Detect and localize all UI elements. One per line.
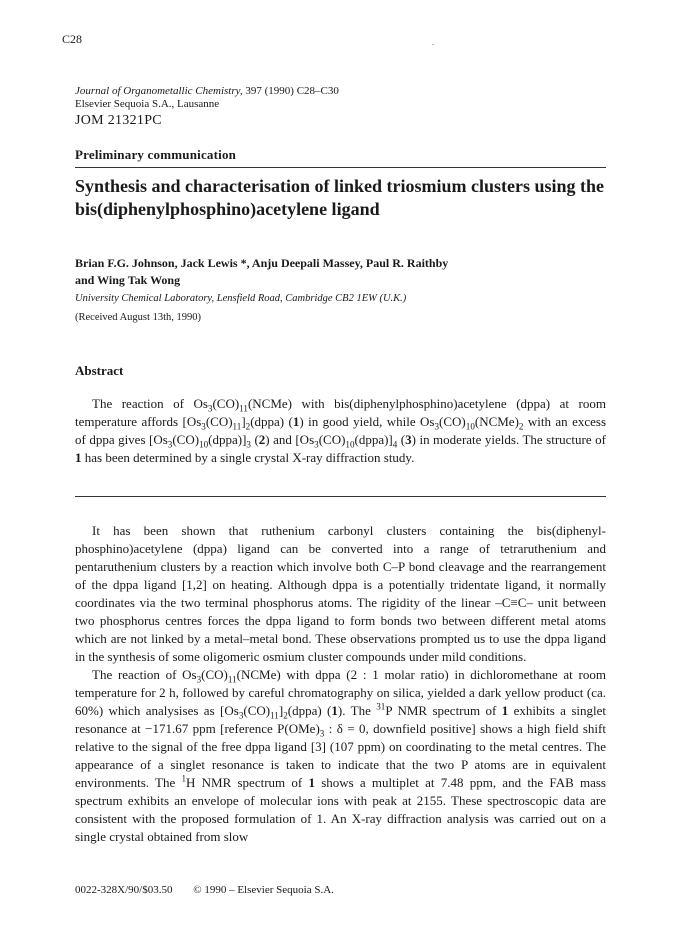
article-title: Synthesis and characterisation of linked triosmium clusters using the bis(diphenylphosphino)acetylene ligand — [75, 176, 605, 219]
section-label: Preliminary communication — [75, 147, 237, 162]
page-number: C28 — [62, 32, 83, 46]
abstract-rule — [75, 496, 606, 497]
footer-copyright: © 1990 – Elsevier Sequoia S.A. — [193, 884, 334, 896]
author-line-1: Brian F.G. Johnson, Jack Lewis *, Anju Deepali Massey, Paul R. Raithby — [75, 256, 449, 270]
footer-code: 0022-328X/90/$03.50 — [75, 884, 173, 896]
journal-name: Journal of Organometallic Chemistry, — [75, 85, 243, 97]
footer — [75, 884, 352, 896]
body-text: It has been shown that ruthenium carbonyl clusters containing the bis(diphenylphosphino)acetylene (dppa) ligand can be converted into a range of tetraruthenium and pentaruthenium clusters by a reaction which involve both C–P bond cleavage and the rearrangement of the dppa ligand [1,2] on heating. Although dppa is a potentially tridentate ligand, it normally coordinates via the two terminal phosphorus atoms. The rigidity of the linear –C≡C– unit between two phosphorus centres forces the dppa ligand to form bonds two between different metal atoms which are not linked by a metal–metal bond. These observations prompted us to use the dppa ligand in the synthesis of some oligomeric osmium cluster compounds under mild conditions. The reaction of $Os_3(CO)_{11}(NCMe)$ with dppa (2 : 1 molar ratio) in dichloromethane at room temperature for 2 h, followed by careful chromatography on silica, yielded a dark yellow product (ca. 60%) which analysises as $[Os_3(CO)_{11}]_2(dppa)$ (1). The $^{31}$P NMR spectrum of 1 exhibits a singlet resonance at −171.67 ppm [reference $P(OMe)_3$ : δ = 0, downfield positive] shows a high field shift relative to the signal of the free dppa ligand [3] (107 ppm) on coordinating to the metal centres. The appearance of a singlet resonance is taken to indicate that the two P atoms are in equivalent environments. The $^1$H NMR spectrum of 1 shows a multiplet at 7.48 ppm, and the FAB mass spectrum exhibits an envelope of molecular ions with peak at 2155. These spectroscopic data are consistent with the proposed formulation of 1. An X-ray diffraction analysis was carried out on a single crystal obtained from slow — [75, 523, 606, 844]
journal-volume: 397 (1990) C28–C30 — [245, 85, 339, 97]
journal-citation — [75, 85, 339, 98]
abstract-heading: Abstract — [75, 363, 124, 378]
title-rule — [75, 167, 606, 168]
abstract-text: The reaction of $Os_3(CO)_{11}(NCMe)$ with bis(diphenylphosphino)acetylene (dppa) at room temperature affords $[Os_3(CO)_{11}]_2(dppa)$ (1) in good yield, while $Os_3(CO)_{10}(NCMe)_2$ with an excess of dppa gives $[Os_3(CO)_{10}(dppa)]_3$ (2) and $[Os_3(CO)_{10}(dppa)]_4$ (3) in moderate yields. The structure of 1 has been determined by a single crystal X-ray diffraction study. — [75, 396, 607, 465]
author-line-2: and Wing Tak Wong — [75, 273, 181, 287]
affiliation: University Chemical Laboratory, Lensfield Road, Cambridge CB2 1EW (U.K.) — [75, 293, 407, 304]
publisher: Elsevier Sequoia S.A., Lausanne — [75, 98, 220, 110]
received-date: (Received August 13th, 1990) — [75, 312, 201, 323]
author-list — [75, 255, 615, 289]
jom-code: JOM 21321PC — [75, 113, 162, 128]
scan-speck — [432, 44, 434, 45]
